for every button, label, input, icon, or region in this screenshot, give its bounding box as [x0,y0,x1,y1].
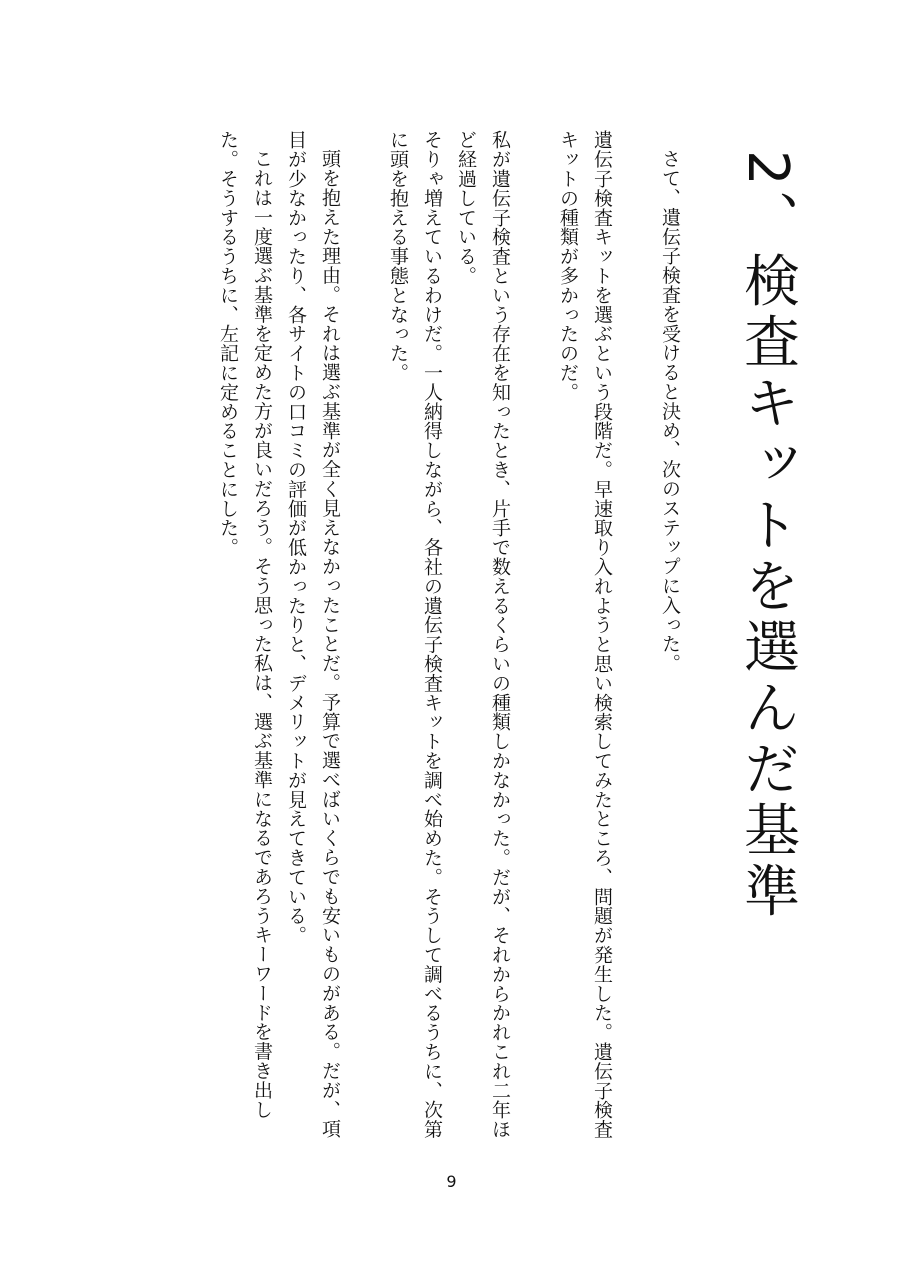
paragraph-3: 私が遺伝子検査という存在を知ったとき、片手で数えるくらいの種類しかなかった。だが、それからかれこれ二年ほど経過している。 [455,130,511,1139]
page-number: 9 [446,1172,457,1191]
paragraph-gap [619,130,653,131]
paragraph-2: 遺伝子検査キットを選ぶという段階だ。早速取り入れようと思い検索してみたところ、問題が発生した。遺伝子検査キットの種類が多かったのだ。 [557,130,613,1139]
paragraph-gap [517,130,551,131]
paragraph-5: 頭を抱えた理由。それは選ぶ基準が全く見えなかったことだ。予算で選べばいくらでも安いものがある。だが、項目が少なかったり、各サイトの口コミの評価が低かったりと、デメリットが見えてきている。 [285,130,341,1139]
paragraph-gap [347,130,381,131]
paragraph-6: これは一度選ぶ基準を定めた方が良いだろう。そう思った私は、選ぶ基準になるであろうキーワードを書き出した。そうするうちに、左記に定めることにした。 [217,130,273,1119]
paragraph-1: さて、遺伝子検査を受けると決め、次のステップに入った。 [659,149,681,673]
body-text [211,130,687,1140]
paragraph-4: そりゃ増えているわけだ。一人納得しながら、各社の遺伝子検査キットを調べ始めた。そうして調べるうちに、次第に頭を抱える事態となった。 [387,130,443,1139]
chapter-title: 2、検査キットを選んだ基準 [735,150,800,923]
